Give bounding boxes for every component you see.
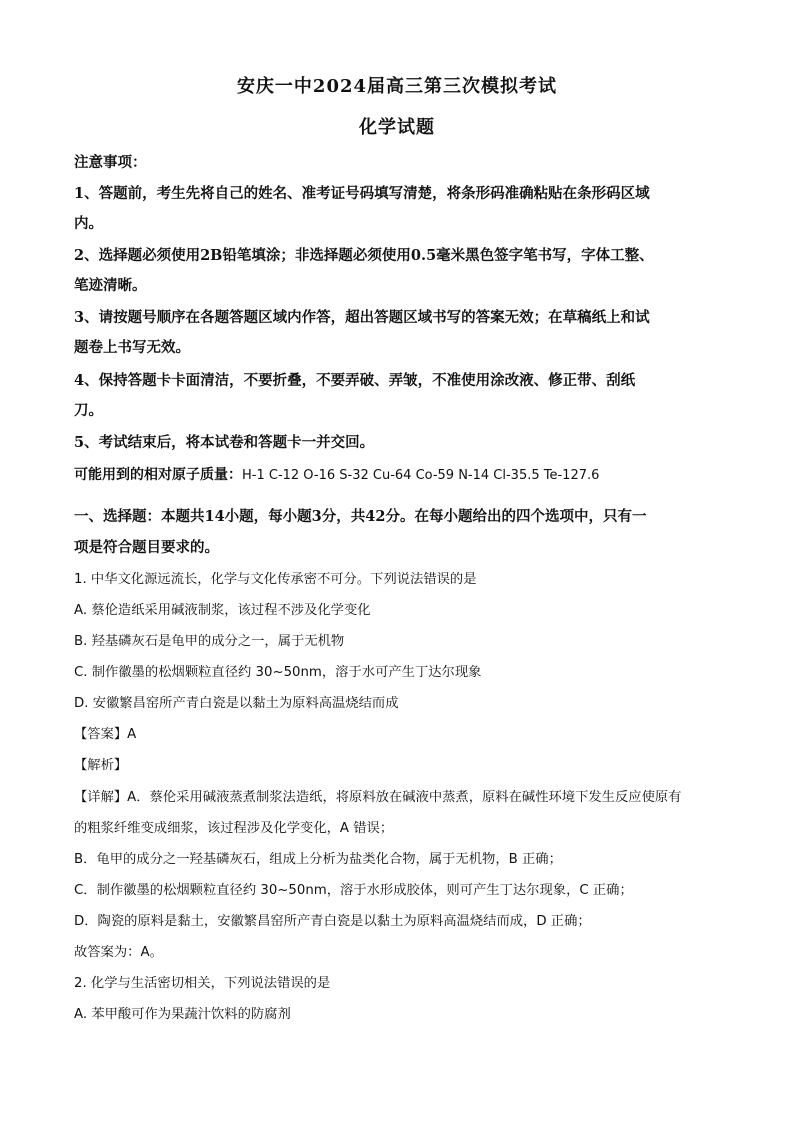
- section-1-heading: 一、选择题：本题共14小题，每小题3分，共42分。在每小题给出的四个选项中，只有一: [74, 508, 647, 525]
- atomic-mass-values: H-1 C-12 O-16 S-32 Cu-64 Co-59 N-14 Cl-35.5 Te-127.6: [242, 468, 600, 483]
- question-1-option-b: B. 羟基磷灰石是龟甲的成分之一，属于无机物: [74, 634, 345, 649]
- question-1-conclusion: 故答案为：A。: [74, 945, 163, 960]
- question-1-detail-2: 的粗浆纤维变成细浆，该过程涉及化学变化，A 错误；: [74, 821, 394, 836]
- question-1-answer: 【答案】A: [74, 727, 137, 742]
- notice-item-1-cont: 内。: [74, 215, 103, 232]
- exam-title: 安庆一中2024届高三第三次模拟考试: [236, 76, 558, 97]
- question-1-detail-5: D．陶瓷的原料是黏土，安徽繁昌窑所产青白瓷是以黏土为原料高温烧结而成，D 正确；: [74, 914, 591, 929]
- notice-item-4: 4、保持答题卡卡面清洁，不要折叠，不要弄破、弄皱，不准使用涂改液、修正带、刮纸: [74, 372, 636, 389]
- subject-title: 化学试题: [359, 117, 435, 138]
- question-1-option-c: C. 制作徽墨的松烟颗粒直径约 30~50nm，溶于水可产生丁达尔现象: [74, 665, 482, 680]
- question-2-option-a: A. 苯甲酸可作为果蔬汁饮料的防腐剂: [74, 1007, 291, 1022]
- notice-item-2-cont: 笔迹清晰。: [74, 277, 147, 294]
- question-2-stem: 2. 化学与生活密切相关，下列说法错误的是: [74, 976, 331, 991]
- question-1-option-a: A. 蔡伦造纸采用碱液制浆，该过程不涉及化学变化: [74, 603, 371, 618]
- notice-item-3-cont: 题卷上书写无效。: [74, 339, 190, 356]
- notice-item-2: 2、选择题必须使用2B铅笔填涂；非选择题必须使用0.5毫米黑色签字笔书写，字体工整、: [74, 247, 654, 264]
- notice-item-1: 1、答题前，考生先将自己的姓名、准考证号码填写清楚，将条形码准确粘贴在条形码区域: [74, 185, 650, 202]
- atomic-mass-line: [74, 464, 720, 484]
- notice-item-4-cont: 刀。: [74, 402, 103, 419]
- notice-item-3: 3、请按题号顺序在各题答题区域内作答，超出答题区域书写的答案无效；在草稿纸上和试: [74, 309, 650, 326]
- atomic-mass-label: 可能用到的相对原子质量：: [74, 467, 242, 483]
- notice-item-5: 5、考试结束后，将本试卷和答题卡一并交回。: [74, 434, 375, 451]
- notice-heading: 注意事项：: [74, 154, 147, 171]
- question-1-stem: 1. 中华文化源远流长，化学与文化传承密不可分。下列说法错误的是: [74, 572, 477, 587]
- question-1-detail-1: 【详解】A．蔡伦采用碱液蒸煮制浆法造纸，将原料放在碱液中蒸煮，原料在碱性环境下发生反应使原有: [74, 790, 682, 805]
- question-1-option-d: D. 安徽繁昌窑所产青白瓷是以黏土为原料高温烧结而成: [74, 696, 399, 711]
- question-1-analysis-label: 【解析】: [74, 758, 128, 773]
- question-1-detail-3: B．龟甲的成分之一羟基磷灰石，组成上分析为盐类化合物，属于无机物，B 正确；: [74, 852, 562, 867]
- section-1-heading-cont: 项是符合题目要求的。: [74, 539, 219, 556]
- question-1-detail-4: C．制作徽墨的松烟颗粒直径约 30~50nm，溶于水形成胶体，则可产生丁达尔现象，C 正确；: [74, 883, 633, 898]
